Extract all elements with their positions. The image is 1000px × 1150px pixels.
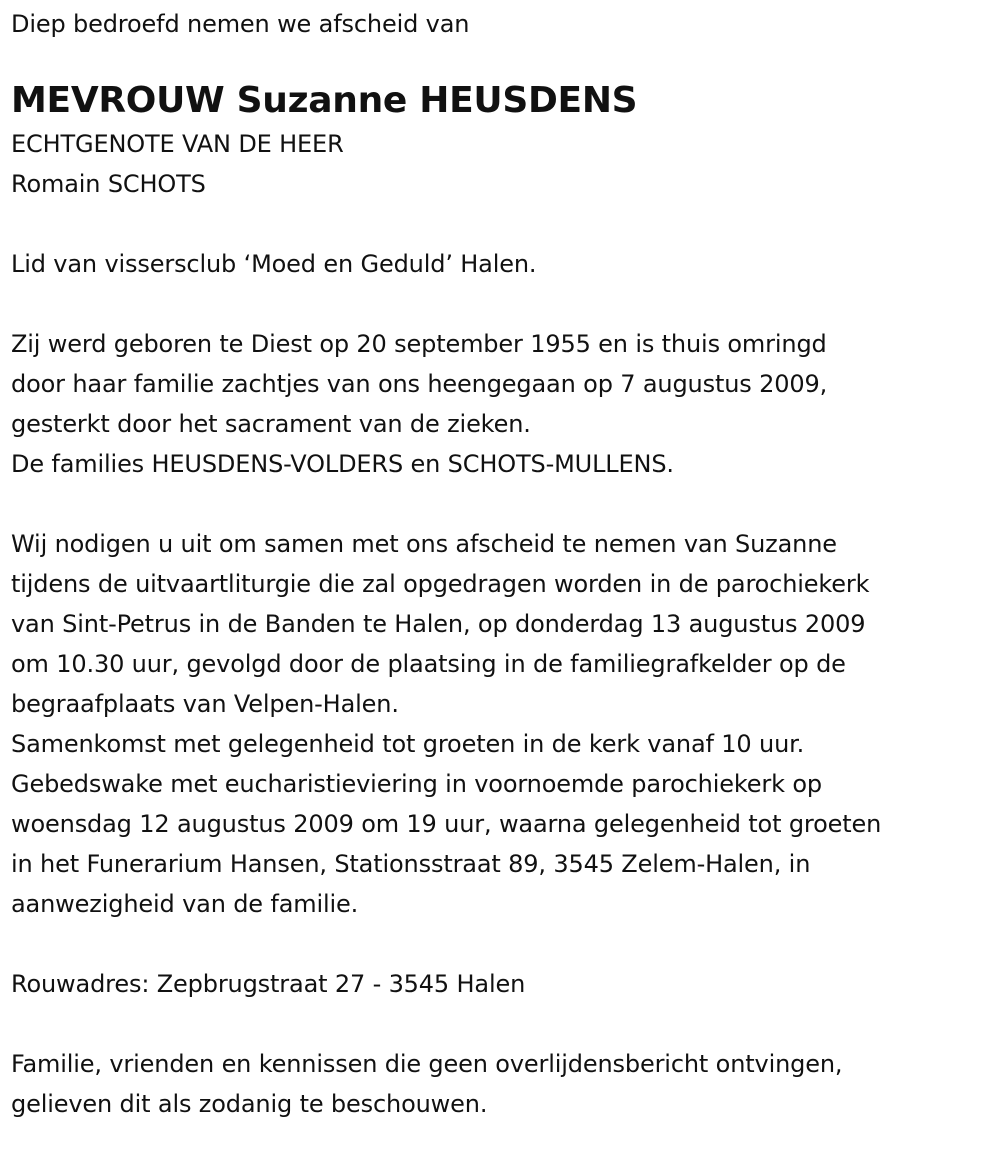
funeral-line: aanwezigheid van de familie. xyxy=(11,890,359,918)
spacer xyxy=(11,284,991,324)
funeral-line: Samenkomst met gelegenheid tot groeten in de kerk vanaf 10 uur. xyxy=(11,730,805,758)
funeral-line: om 10.30 uur, gevolgd door de plaatsing in de familiegrafkelder op de xyxy=(11,650,846,678)
funeral-paragraph xyxy=(11,524,991,924)
spacer xyxy=(11,44,991,78)
funeral-line: in het Funerarium Hansen, Stationsstraat 89, 3545 Zelem-Halen, in xyxy=(11,850,811,878)
obituary-notice xyxy=(11,4,991,1124)
mourning-address: Rouwadres: Zepbrugstraat 27 - 3545 Halen xyxy=(11,970,526,998)
intro-text: Diep bedroefd nemen we afscheid van xyxy=(11,10,470,38)
spacer xyxy=(11,1004,991,1044)
funeral-line: tijdens de uitvaartliturgie die zal opgedragen worden in de parochiekerk xyxy=(11,570,870,598)
spacer xyxy=(11,484,991,524)
closing-line: gelieven dit als zodanig te beschouwen. xyxy=(11,1090,488,1118)
biography-line: door haar familie zachtjes van ons heengegaan op 7 augustus 2009, xyxy=(11,370,828,398)
biography-line: Zij werd geboren te Diest op 20 september 1955 en is thuis omringd xyxy=(11,330,827,358)
spouse-name: Romain SCHOTS xyxy=(11,170,206,198)
funeral-line: begraafplaats van Velpen-Halen. xyxy=(11,690,399,718)
biography-line: gesterkt door het sacrament van de zieken. xyxy=(11,410,531,438)
families-line: De families HEUSDENS-VOLDERS en SCHOTS-MULLENS. xyxy=(11,450,674,478)
spacer xyxy=(11,204,991,244)
funeral-line: Wij nodigen u uit om samen met ons afscheid te nemen van Suzanne xyxy=(11,530,837,558)
closing-line: Familie, vrienden en kennissen die geen overlijdensbericht ontvingen, xyxy=(11,1050,843,1078)
deceased-name: MEVROUW Suzanne HEUSDENS xyxy=(11,80,638,121)
closing-paragraph xyxy=(11,1044,991,1124)
membership-text: Lid van vissersclub ‘Moed en Geduld’ Halen. xyxy=(11,250,537,278)
relation-text: ECHTGENOTE VAN DE HEER xyxy=(11,130,344,158)
funeral-line: van Sint-Petrus in de Banden te Halen, op donderdag 13 augustus 2009 xyxy=(11,610,866,638)
funeral-line: woensdag 12 augustus 2009 om 19 uur, waarna gelegenheid tot groeten xyxy=(11,810,882,838)
funeral-line: Gebedswake met eucharistieviering in voornoemde parochiekerk op xyxy=(11,770,822,798)
spacer xyxy=(11,924,991,964)
biography-paragraph xyxy=(11,324,991,484)
